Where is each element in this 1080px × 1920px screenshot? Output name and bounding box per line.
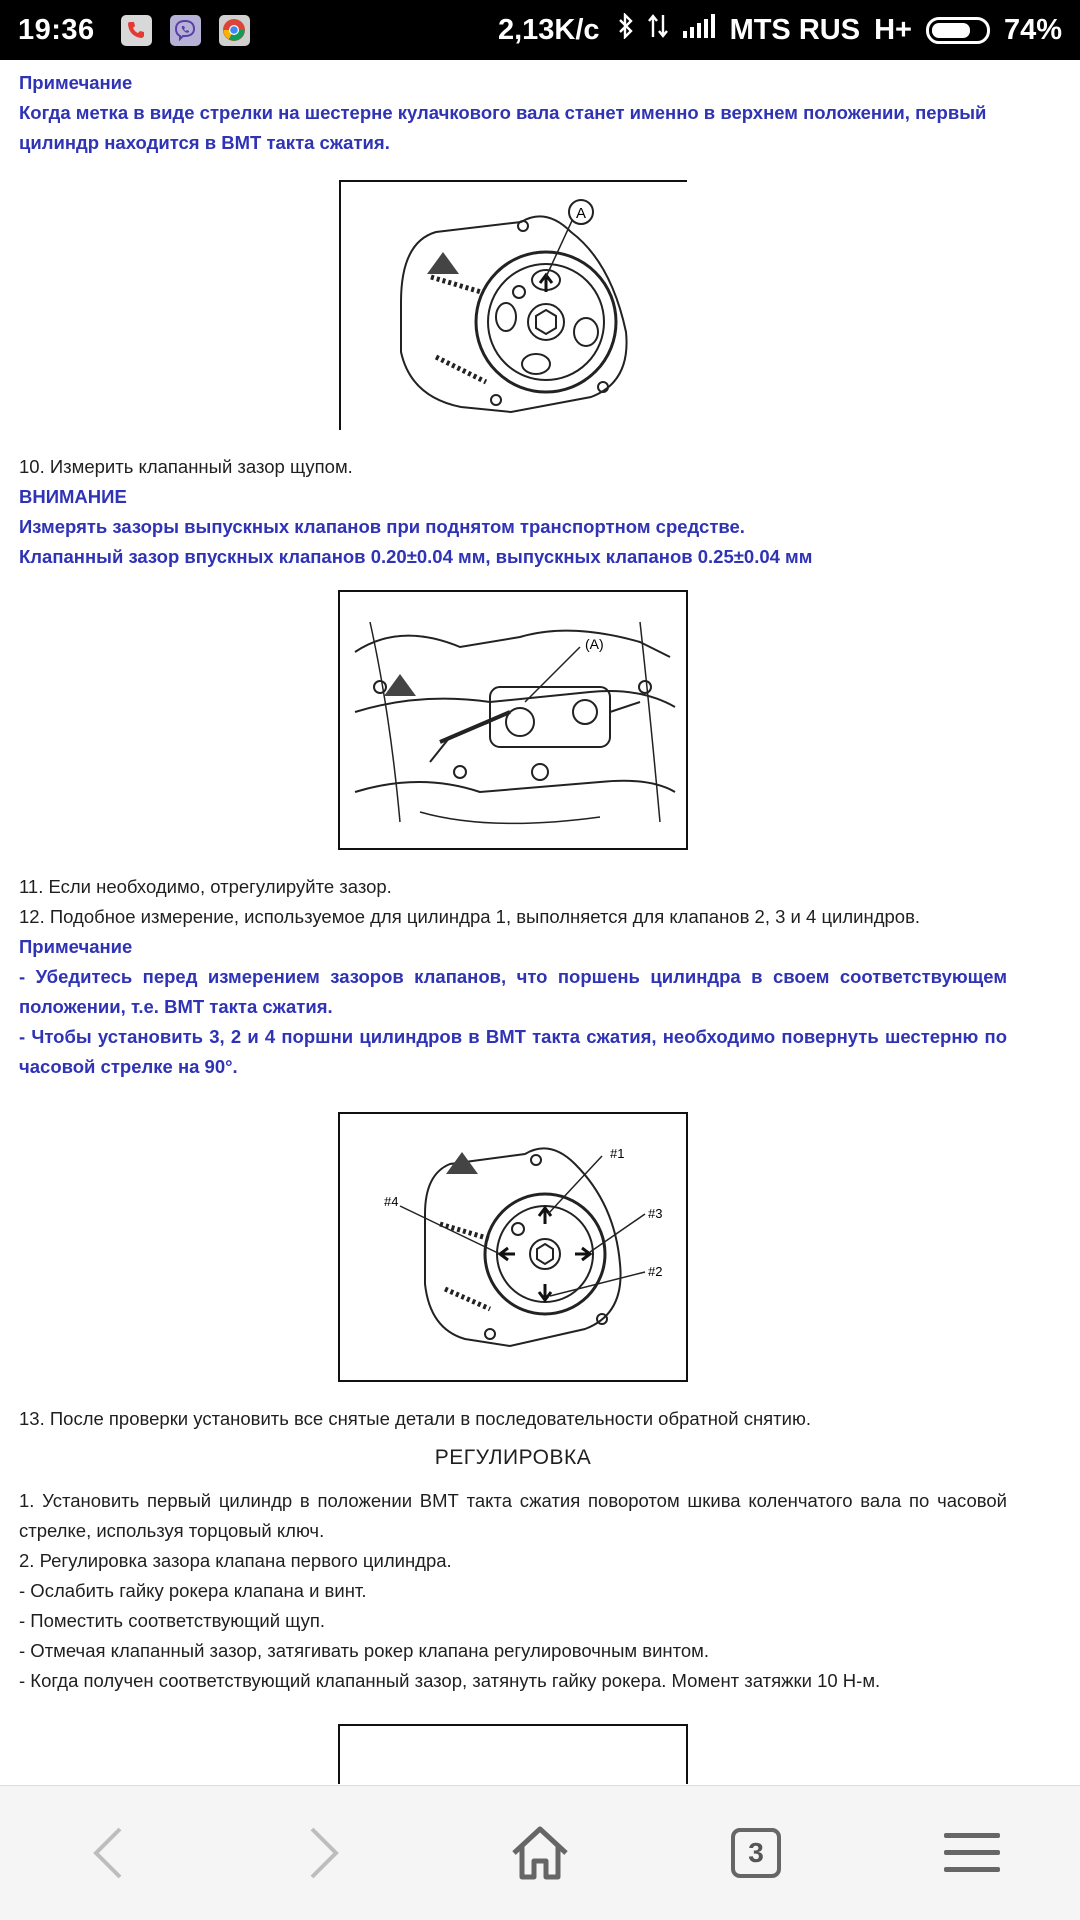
article-content[interactable] bbox=[19, 60, 1007, 1785]
signal-icon bbox=[682, 13, 716, 47]
step-11: 11. Если необходимо, отрегулируйте зазор. bbox=[19, 876, 392, 897]
figure-valve-clearance bbox=[338, 590, 688, 850]
figure-label-a: A bbox=[575, 205, 587, 222]
adjust-substep-4: - Когда получен соответствующий клапанный зазор, затянуть гайку рокера. Момент затяжки 10 Н-м. bbox=[19, 1670, 881, 1691]
cylinder-label-1: #1 bbox=[610, 1146, 625, 1161]
section-heading: РЕГУЛИРОВКА bbox=[434, 1446, 592, 1469]
hamburger-menu-icon bbox=[944, 1831, 1000, 1875]
figure-label-a2: (A) bbox=[585, 636, 604, 652]
cylinder-label-3: #3 bbox=[648, 1206, 663, 1221]
battery-percent: 74% bbox=[1003, 13, 1062, 46]
adjust-substep-3: - Отмечая клапанный зазор, затягивать рокер клапана регулировочным винтом. bbox=[19, 1640, 710, 1661]
tabs-button[interactable] bbox=[701, 1798, 811, 1908]
browser-bottom-nav bbox=[0, 1785, 1080, 1920]
warning-line-1: Измерять зазоры выпускных клапанов при поднятом транспортном средстве. bbox=[19, 516, 745, 537]
phone-icon bbox=[121, 15, 152, 46]
carrier-name: MTS RUS bbox=[729, 13, 861, 46]
figure-partial bbox=[338, 1724, 688, 1784]
figure-cylinder-positions bbox=[338, 1112, 688, 1382]
adjust-substep-2: - Поместить соответствующий щуп. bbox=[19, 1610, 325, 1631]
chrome-icon bbox=[219, 15, 250, 46]
adjust-substep-1: - Ослабить гайку рокера клапана и винт. bbox=[19, 1580, 367, 1601]
cylinder-label-2: #2 bbox=[648, 1264, 663, 1279]
chevron-left-icon bbox=[88, 1823, 128, 1883]
tabs-count: 3 bbox=[731, 1828, 781, 1878]
status-time: 19:36 bbox=[18, 13, 95, 46]
note-title: Примечание bbox=[19, 72, 133, 93]
home-button[interactable] bbox=[485, 1798, 595, 1908]
step-12: 12. Подобное измерение, используемое для цилиндра 1, выполняется для клапанов 2, 3 и 4 цилиндров. bbox=[19, 906, 921, 927]
figure-camshaft-mark bbox=[339, 180, 687, 430]
data-transfer-icon bbox=[648, 13, 668, 47]
note2-title: Примечание bbox=[19, 936, 133, 957]
network-speed: 2,13K/c bbox=[497, 13, 600, 46]
status-bar bbox=[0, 0, 1080, 60]
chevron-right-icon bbox=[304, 1823, 344, 1883]
forward-button[interactable] bbox=[269, 1798, 379, 1908]
battery-fill bbox=[932, 23, 970, 38]
network-type: H+ bbox=[874, 13, 912, 46]
menu-button[interactable] bbox=[917, 1798, 1027, 1908]
step-13: 13. После проверки установить все снятые детали в последовательности обратной снятию. bbox=[19, 1408, 811, 1429]
battery-icon bbox=[926, 17, 990, 44]
viber-icon bbox=[170, 15, 201, 46]
adjust-step-2: 2. Регулировка зазора клапана первого цилиндра. bbox=[19, 1550, 452, 1571]
note2-item-1: - Убедитесь перед измерением зазоров клапанов, что поршень цилиндра в своем соответствующем положении, т.е. ВМТ такта сжатия. bbox=[19, 966, 1007, 1017]
note-text: Когда метка в виде стрелки на шестерне кулачкового вала станет именно в верхнем положении, первый цилиндр находится в ВМТ такта сжатия. bbox=[19, 102, 987, 153]
cylinder-label-4: #4 bbox=[384, 1194, 399, 1209]
adjust-step-1: 1. Установить первый цилиндр в положении ВМТ такта сжатия поворотом шкива коленчатого вала по часовой стрелке, используя торцовый ключ. bbox=[19, 1490, 1007, 1541]
warning-line-2: Клапанный зазор впускных клапанов 0.20±0.04 мм, выпускных клапанов 0.25±0.04 мм bbox=[19, 546, 813, 567]
back-button[interactable] bbox=[53, 1798, 163, 1908]
note2-item-2: - Чтобы установить 3, 2 и 4 поршни цилиндров в ВМТ такта сжатия, необходимо повернуть шестерню по часовой стрелке на 90°. bbox=[19, 1026, 1007, 1077]
home-icon bbox=[508, 1823, 572, 1883]
warning-title: ВНИМАНИЕ bbox=[19, 486, 127, 507]
step-10: 10. Измерить клапанный зазор щупом. bbox=[19, 456, 353, 477]
bluetooth-icon bbox=[618, 13, 634, 47]
